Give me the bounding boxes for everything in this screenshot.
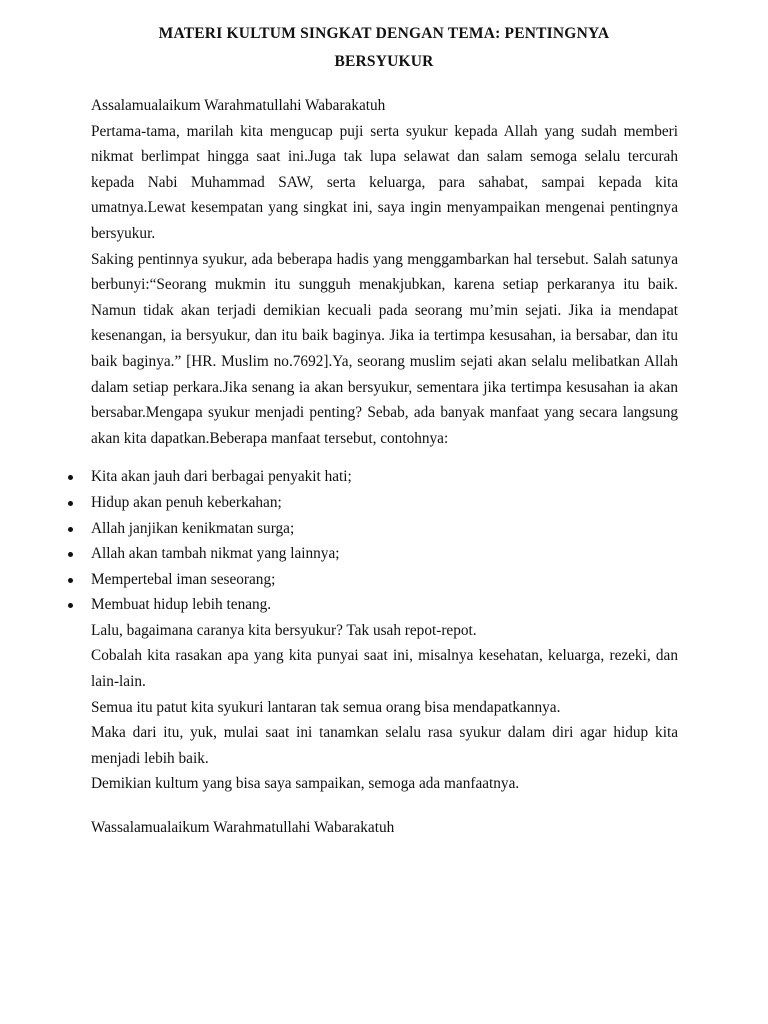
paragraph-ending: Demikian kultum yang bisa saya sampaikan, semoga ada manfaatnya. <box>91 775 520 793</box>
paragraph-advice: Maka dari itu, yuk, mulai saat ini tanamkan selalu rasa syukur dalam diri agar hidup kita menjadi lebih baik. <box>91 724 678 767</box>
list-item: Allah janjikan kenikmatan surga; <box>91 516 678 542</box>
paragraph-opening: Pertama-tama, marilah kita mengucap puji serta syukur kepada Allah yang sudah memberi nikmat berlimpat hingga saat ini.Juga tak lupa selawat dan salam semoga selalu tercurah kepada Nabi Muhammad SAW, serta keluarga, para sahabat, sampai kepada kita umatnya.Lewat kesempatan yang singkat ini, saya ingin menyampaikan mengenai pentingnya bersyukur. <box>91 122 678 242</box>
document-body <box>91 93 678 841</box>
paragraph-feel: Cobalah kita rasakan apa yang kita punyai saat ini, misalnya kesehatan, keluarga, rezeki, dan lain-lain. <box>91 647 678 691</box>
list-item: Membuat hidup lebih tenang. <box>91 592 678 618</box>
bullet-icon <box>68 603 73 608</box>
closing-greeting: Wassalamualaikum Warahmatullahi Wabarakatuh <box>91 819 395 837</box>
list-item: Mempertebal iman seseorang; <box>91 567 678 593</box>
list-item: Allah akan tambah nikmat yang lainnya; <box>91 541 678 567</box>
bullet-icon <box>68 501 73 506</box>
greeting: Assalamualaikum Warahmatullahi Wabarakatuh <box>91 97 386 114</box>
title-line-1: MATERI KULTUM SINGKAT DENGAN TEMA: PENTINGNYA <box>158 25 610 42</box>
list-item: Kita akan jauh dari berbagai penyakit hati; <box>91 464 678 490</box>
paragraph-grateful: Semua itu patut kita syukuri lantaran tak semua orang bisa mendapatkannya. <box>91 698 561 716</box>
bullet-icon <box>68 527 73 532</box>
title-line-2: BERSYUKUR <box>334 53 434 70</box>
document-title <box>90 20 678 76</box>
paragraph-hadith: Saking pentinnya syukur, ada beberapa hadis yang menggambarkan hal tersebut. Salah satunya berbunyi:“Seorang mukmin itu sungguh menakjubkan, karena setiap perkaranya itu baik. Namun tidak akan terjadi demikian kecuali pada seorang mu’min sejati. Jika ia mendapat kesenangan, ia bersyukur, dan itu baik baginya. Jika ia tertimpa kesusahan, ia bersabar, dan itu baik baginya.” [HR. Muslim no.7692].Ya, seorang muslim sejati akan selalu melibatkan Allah dalam setiap perkara.Jika senang ia akan bersyukur, sementara jika tertimpa kesusahan ia akan bersabar.Mengapa syukur menjadi penting? Sebab, ada banyak manfaat yang secara langsung akan kita dapatkan.Beberapa manfaat tersebut, contohnya: <box>91 250 678 447</box>
list-item: Hidup akan penuh keberkahan; <box>91 490 678 516</box>
benefits-list <box>91 464 678 618</box>
bullet-icon <box>68 552 73 557</box>
bullet-icon <box>68 475 73 480</box>
bullet-icon <box>68 578 73 583</box>
paragraph-how-to: Lalu, bagaimana caranya kita bersyukur? Tak usah repot-repot. <box>91 621 477 639</box>
